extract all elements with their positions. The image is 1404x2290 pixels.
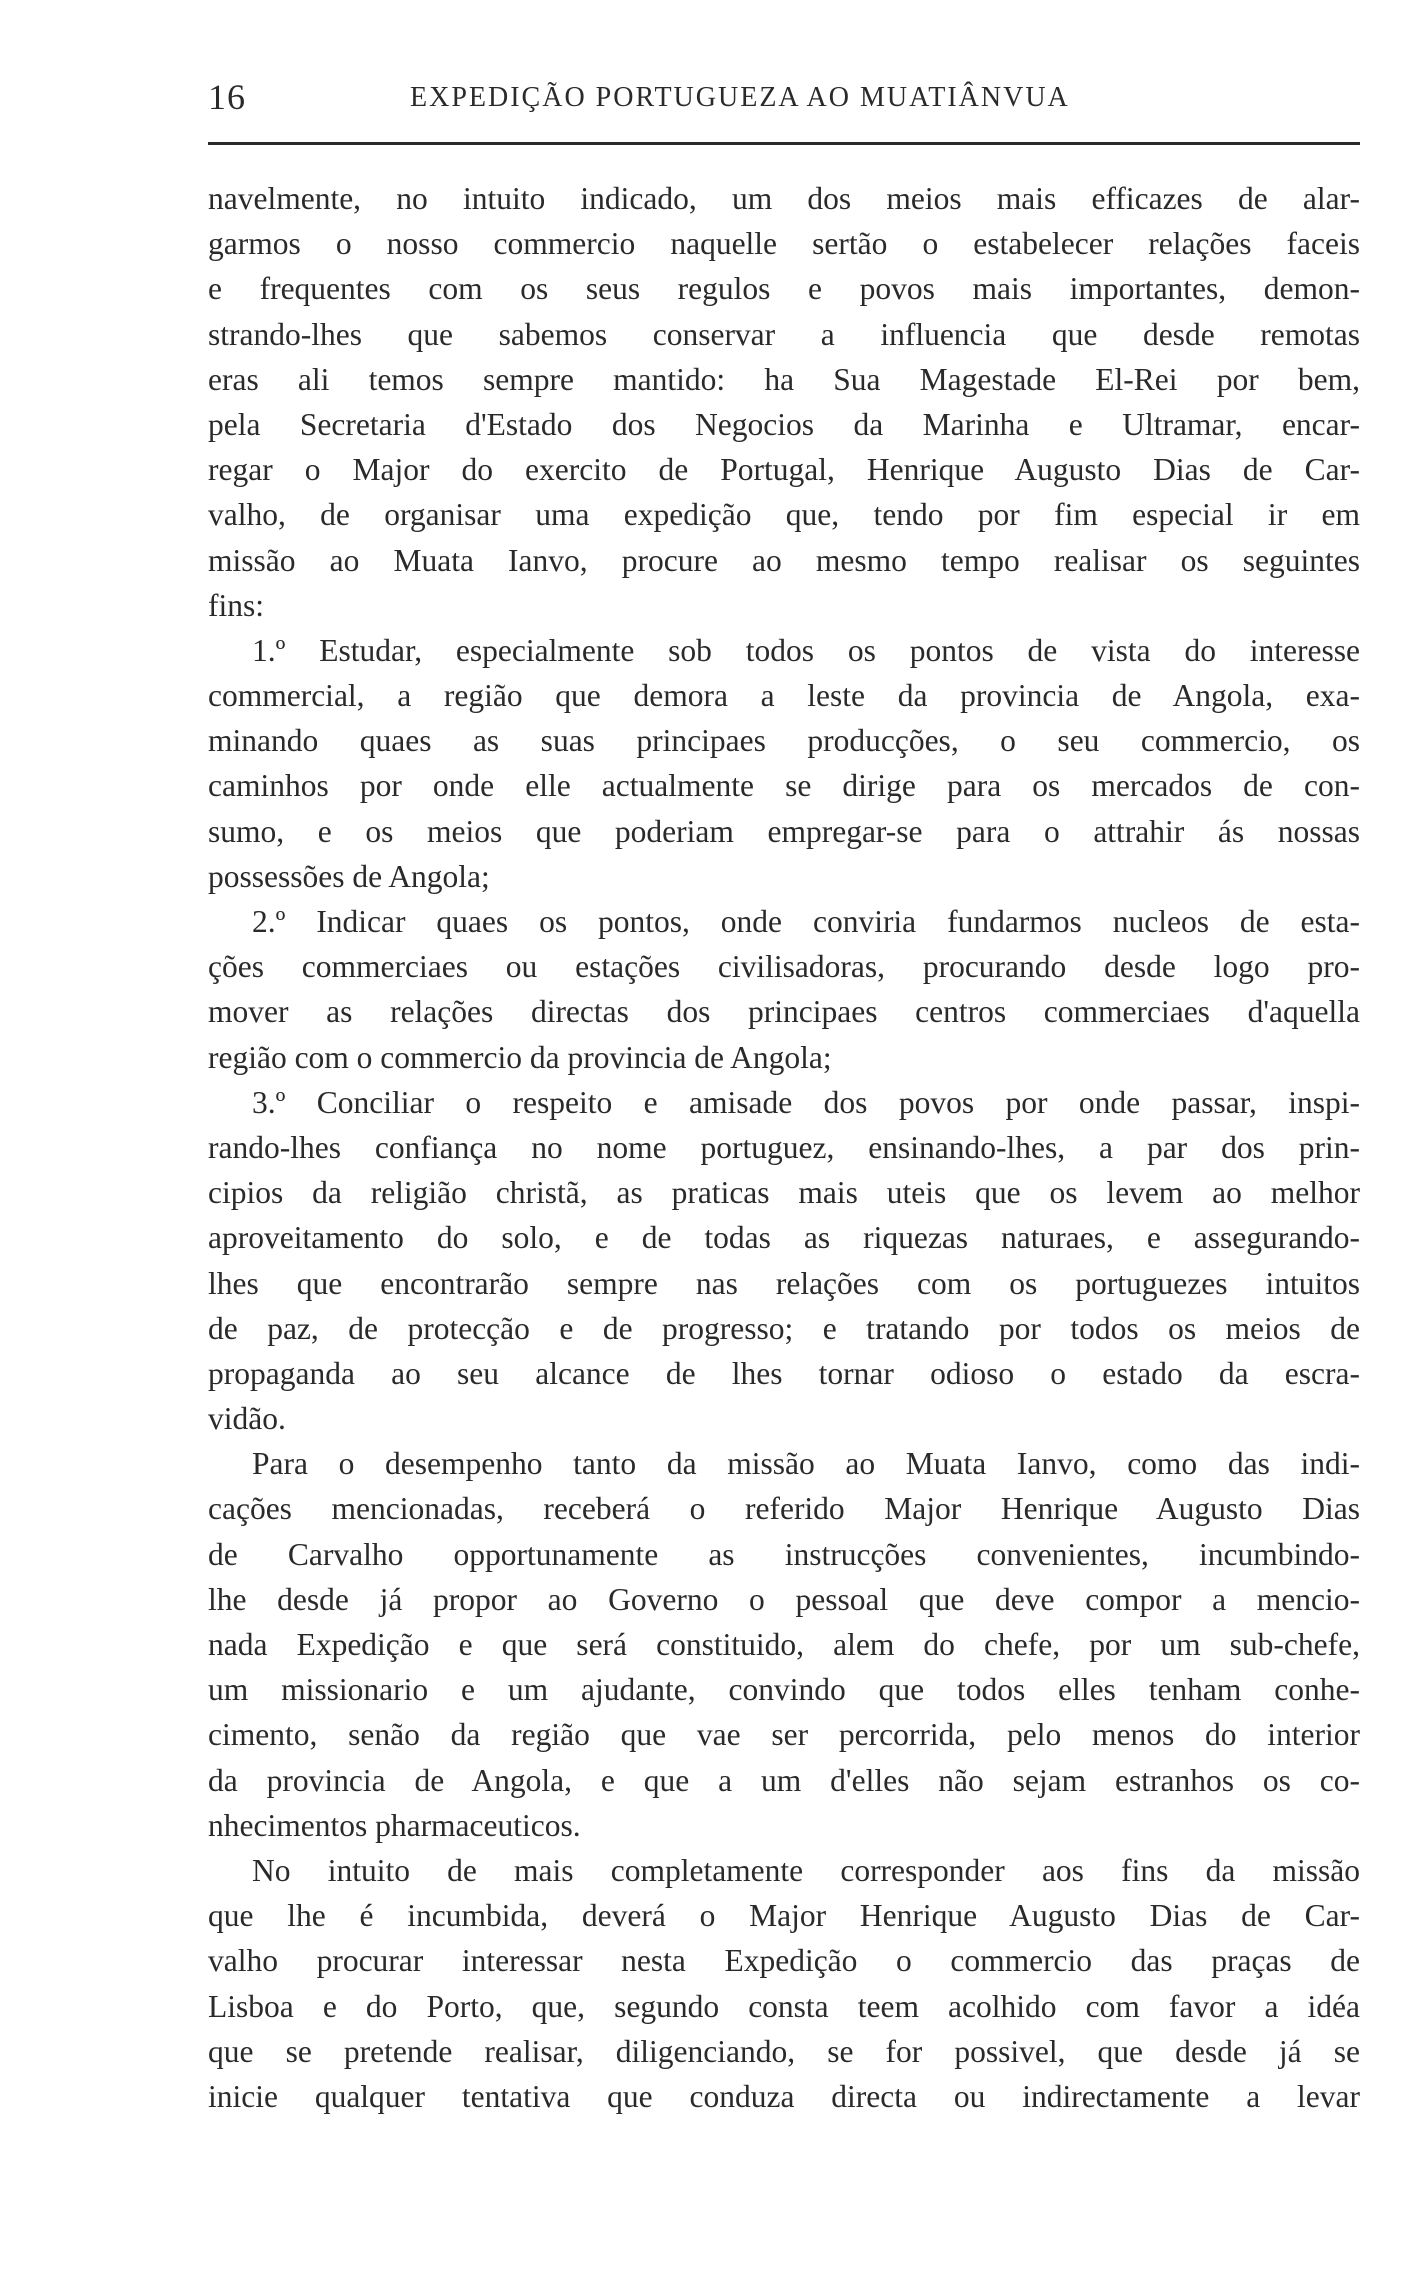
text-line: caminhos por onde elle actualmente se dirige para os mercados de con- — [208, 768, 1360, 804]
text-line: rando-lhes confiança no nome portuguez, ensinando-lhes, a par dos prin- — [208, 1129, 1360, 1165]
text-line: da provincia de Angola, e que a um d'elles não sejam estranhos os co- — [208, 1762, 1360, 1798]
text-line: missão ao Muata Ianvo, procure ao mesmo tempo realisar os seguintes — [208, 542, 1360, 578]
text-line: região com o commercio da provincia de Angola; — [208, 1039, 832, 1075]
text-line: sumo, e os meios que poderiam empregar-se para o attrahir ás nossas — [208, 813, 1360, 849]
text-line: de paz, de protecção e de progresso; e tratando por todos os meios de — [208, 1310, 1360, 1346]
text-line: inicie qualquer tentativa que conduza directa ou indirectamente a levar — [208, 2078, 1360, 2114]
text-line: valho procurar interessar nesta Expedição o commercio das praças de — [208, 1943, 1360, 1979]
text-line: pela Secretaria d'Estado dos Negocios da Marinha e Ultramar, encar- — [208, 406, 1360, 442]
text-line: ções commerciaes ou estações civilisadoras, procurando desde logo pro- — [208, 949, 1360, 985]
text-line: 2.º Indicar quaes os pontos, onde conviria fundarmos nucleos de esta- — [252, 904, 1360, 939]
text-line: eras ali temos sempre mantido: ha Sua Magestade El-Rei por bem, — [208, 361, 1360, 397]
text-line: garmos o nosso commercio naquelle sertão o estabelecer relações faceis — [208, 226, 1360, 262]
text-line: nada Expedição e que será constituido, alem do chefe, por um sub-chefe, — [208, 1627, 1360, 1662]
text-line: propaganda ao seu alcance de lhes tornar odioso o estado da escra- — [208, 1355, 1360, 1391]
text-line: Lisboa e do Porto, que, segundo consta teem acolhido com favor a idéa — [208, 1988, 1360, 2024]
text-line: lhe desde já propor ao Governo o pessoal que deve compor a mencio- — [208, 1581, 1360, 1617]
text-line: e frequentes com os seus regulos e povos mais importantes, demon- — [208, 271, 1360, 307]
text-line: mover as relações directas dos principaes centros commerciaes d'aquella — [208, 994, 1360, 1030]
text-line: cimento, senão da região que vae ser percorrida, pelo menos do interior — [208, 1717, 1360, 1753]
text-line: fins: — [208, 587, 265, 623]
text-line: 3.º Conciliar o respeito e amisade dos povos por onde passar, inspi- — [252, 1084, 1360, 1120]
text-line: 1.º Estudar, especialmente sob todos os pontos de vista do interesse — [252, 632, 1360, 668]
running-title: EXPEDIÇÃO PORTUGUEZA AO MUATIÂNVUA — [410, 82, 1070, 113]
text-line: que lhe é incumbida, deverá o Major Henrique Augusto Dias de Car- — [208, 1898, 1360, 1934]
text-line: cações mencionadas, receberá o referido Major Henrique Augusto Dias — [208, 1491, 1360, 1527]
text-line: minando quaes as suas principaes producções, o seu commercio, os — [208, 723, 1360, 759]
text-line: de Carvalho opportunamente as instrucções convenientes, incumbindo- — [208, 1536, 1360, 1572]
body-text — [208, 176, 1360, 2119]
text-line: possessões de Angola; — [208, 858, 490, 894]
text-line: vidão. — [208, 1401, 286, 1437]
header-rule — [208, 142, 1360, 145]
text-line: No intuito de mais completamente corresponder aos fins da missão — [252, 1852, 1360, 1888]
text-line: valho, de organisar uma expedição que, tendo por fim especial ir em — [208, 497, 1360, 533]
text-line: nhecimentos pharmaceuticos. — [208, 1807, 581, 1843]
text-line: um missionario e um ajudante, convindo que todos elles tenham conhe- — [208, 1672, 1360, 1708]
text-line: cipios da religião christã, as praticas mais uteis que os levem ao melhor — [208, 1175, 1360, 1211]
page-number: 16 — [208, 77, 246, 117]
text-line: que se pretende realisar, diligenciando, se for possivel, que desde já se — [208, 2033, 1360, 2069]
text-line: navelmente, no intuito indicado, um dos meios mais efficazes de alar- — [208, 181, 1360, 216]
text-line: Para o desempenho tanto da missão ao Muata Ianvo, como das indi- — [252, 1446, 1360, 1482]
text-line: strando-lhes que sabemos conservar a influencia que desde remotas — [208, 316, 1360, 352]
text-line: lhes que encontrarão sempre nas relações com os portuguezes intuitos — [208, 1265, 1360, 1301]
text-line: regar o Major do exercito de Portugal, Henrique Augusto Dias de Car- — [208, 452, 1360, 488]
text-line: aproveitamento do solo, e de todas as riquezas naturaes, e assegurando- — [208, 1220, 1360, 1256]
page-header — [208, 72, 1360, 122]
text-line: commercial, a região que demora a leste da provincia de Angola, exa- — [208, 678, 1360, 714]
